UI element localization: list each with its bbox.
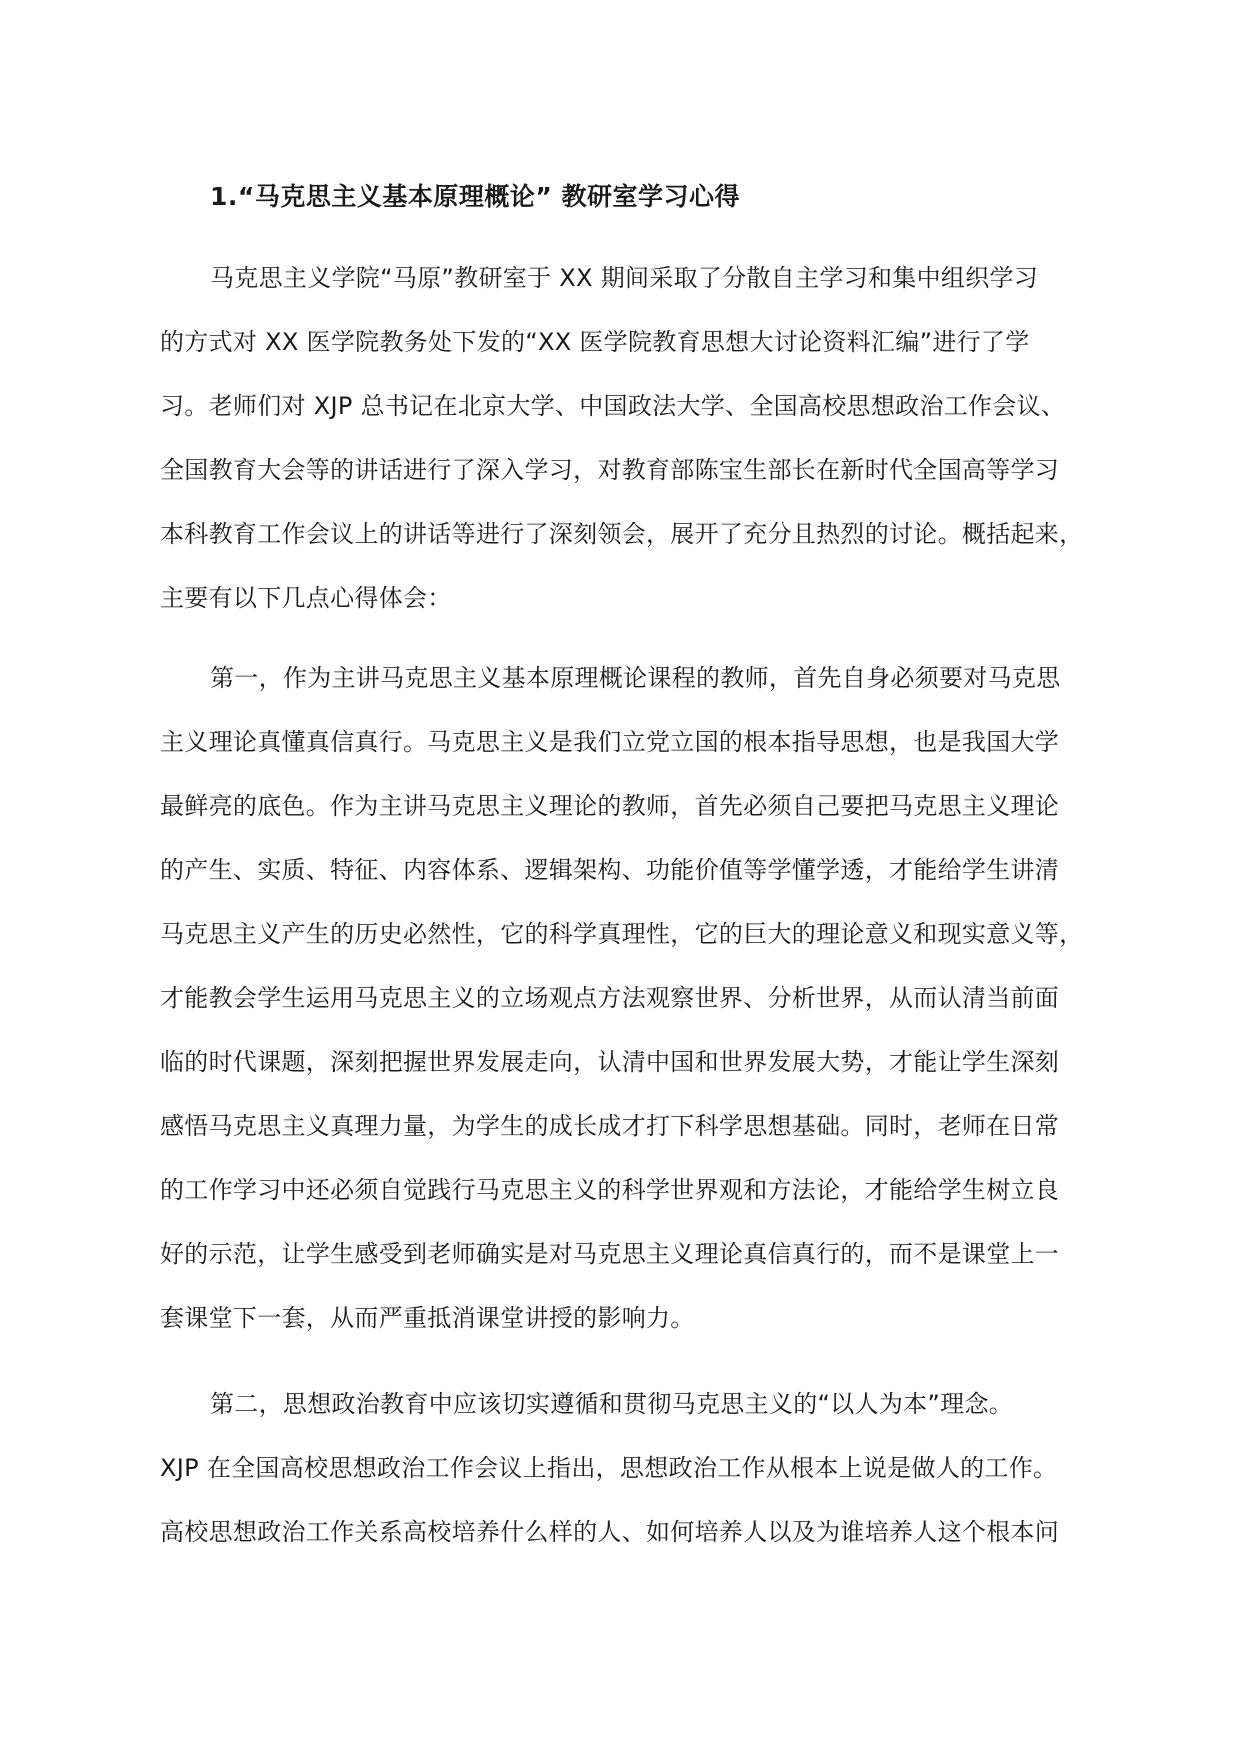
text-line: 感悟马克思主义真理力量，为学生的成长成才打下科学思想基础。同时，老师在日常 xyxy=(160,1112,1060,1140)
text-line: 好的示范，让学生感受到老师确实是对马克思主义理论真信真行的，而不是课堂上一 xyxy=(160,1240,1060,1268)
text-line: XJP 在全国高校思想政治工作会议上指出，思想政治工作从根本上说是做人的工作。 xyxy=(160,1454,1058,1482)
text-line: 临的时代课题，深刻把握世界发展走向，认清中国和世界发展大势，才能让学生深刻 xyxy=(160,1048,1060,1076)
text-line: 习。老师们对 XJP 总书记在北京大学、中国政法大学、全国高校思想政治工作会议、 xyxy=(160,392,1066,420)
text-line: 马克思主义学院“马原”教研室于 XX 期间采取了分散自主学习和集中组织学习 xyxy=(210,264,1039,292)
document-page xyxy=(160,0,1110,1754)
text-line: 本科教育工作会议上的讲话等进行了深刻领会，展开了充分且热烈的讨论。概括起来， xyxy=(160,520,1084,548)
text-line: 套课堂下一套，从而严重抵消课堂讲授的影响力。 xyxy=(160,1304,695,1332)
text-line: 第二，思想政治教育中应该切实遵循和贯彻马克思主义的“以人为本”理念。 xyxy=(210,1390,1014,1418)
paragraph-second-point xyxy=(160,1381,1110,1573)
text-line: 主要有以下几点心得体会： xyxy=(160,584,452,612)
paragraph-first-point xyxy=(160,655,1110,1359)
text-line: 主义理论真懂真信真行。马克思主义是我们立党立国的根本指导思想，也是我国大学 xyxy=(160,728,1060,756)
text-line: 的方式对 XX 医学院教务处下发的“XX 医学院教育思想大讨论资料汇编”进行了学 xyxy=(160,328,1030,356)
text-line: 全国教育大会等的讲话进行了深入学习，对教育部陈宝生部长在新时代全国高等学习 xyxy=(160,456,1060,484)
text-line: 第一，作为主讲马克思主义基本原理概论课程的教师，首先自身必须要对马克思 xyxy=(210,664,1061,692)
text-line: 才能教会学生运用马克思主义的立场观点方法观察世界、分析世界，从而认清当前面 xyxy=(160,984,1060,1012)
text-line: 的产生、实质、特征、内容体系、逻辑架构、功能价值等学懂学透，才能给学生讲清 xyxy=(160,856,1060,884)
text-line: 马克思主义产生的历史必然性，它的科学真理性，它的巨大的理论意义和现实意义等， xyxy=(160,920,1084,948)
paragraph-intro xyxy=(160,255,1110,639)
text-line: 的工作学习中还必须自觉践行马克思主义的科学世界观和方法论，才能给学生树立良 xyxy=(160,1176,1060,1204)
text-line: 高校思想政治工作关系高校培养什么样的人、如何培养人以及为谁培养人这个根本问 xyxy=(160,1518,1060,1546)
text-line: 最鲜亮的底色。作为主讲马克思主义理论的教师，首先必须自己要把马克思主义理论 xyxy=(160,792,1060,820)
section-heading: 1.“马克思主义基本原理概论” 教研室学习心得 xyxy=(210,182,740,211)
